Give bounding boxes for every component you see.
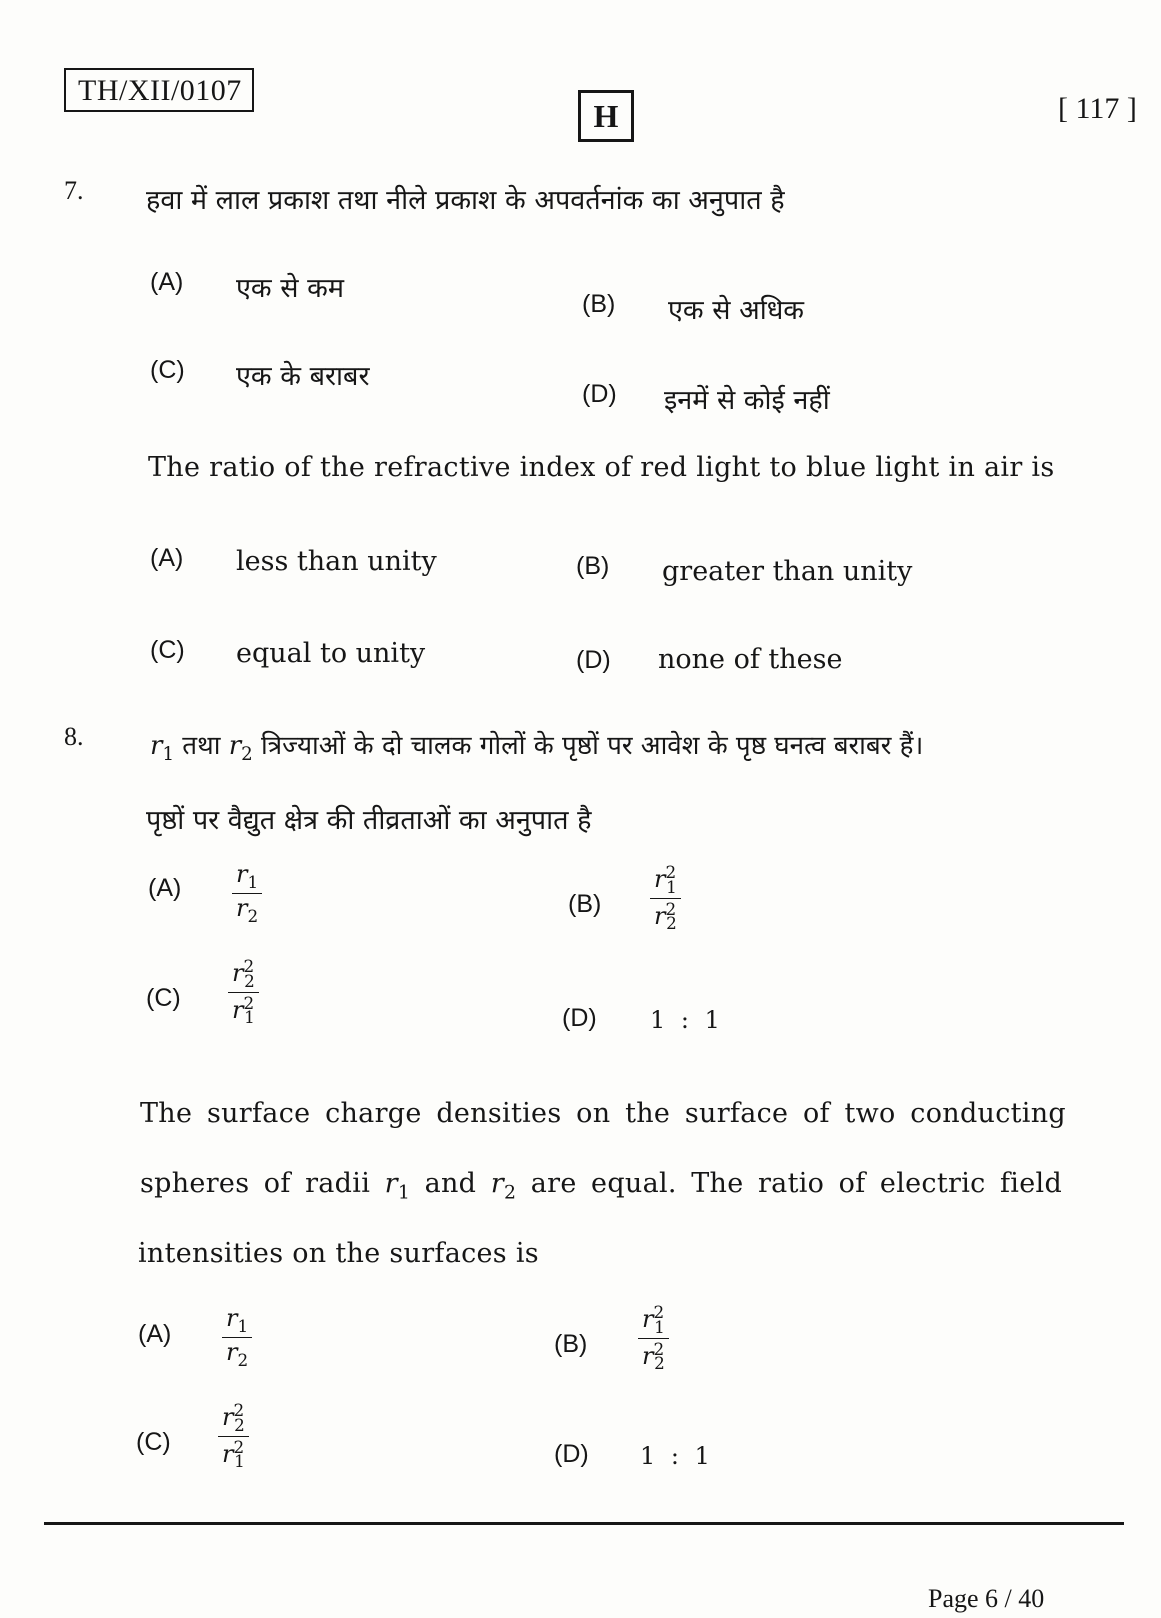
q7-hi-option-b-label: (B) xyxy=(582,290,616,318)
q8-hindi-line1 xyxy=(150,726,1100,765)
q7-hi-option-a-text: एक से कम xyxy=(236,273,344,304)
q8-hi-option-a-fraction: $\frac{r_1}{r_2}$ xyxy=(232,862,262,924)
q8-hi-option-d-label: (D) xyxy=(562,1004,597,1032)
q8-hi-option-a-label: (A) xyxy=(148,874,182,902)
q8-hi-option-b-fraction: $\frac{r^2_1}{r^2_2}$ xyxy=(650,864,681,932)
q8-english-line2: spheres of radii $r_1$ and $r_2$ are equal. The ratio of electric field xyxy=(140,1168,1063,1204)
q8-en-option-b-label: (B) xyxy=(554,1330,588,1358)
q7-hindi-text: हवा में लाल प्रकाश तथा नीले प्रकाश के अपवर्तनांक का अनुपात है xyxy=(146,185,785,216)
symbol-r1: $r_1$ xyxy=(384,1168,411,1204)
q8-en-option-d-text: 1 : 1 xyxy=(640,1442,714,1470)
q7-hi-option-a-label: (A) xyxy=(150,268,184,296)
question-number-7: 7. xyxy=(64,176,84,205)
q7-hi-option-d-label: (D) xyxy=(582,380,617,408)
q8-en-option-a-label: (A) xyxy=(138,1320,172,1348)
q7-en-option-b-text: greater than unity xyxy=(662,556,913,587)
q8-en-option-c-fraction: $\frac{r^2_2}{r^2_1}$ xyxy=(218,1402,249,1470)
footer-divider xyxy=(44,1522,1124,1525)
q7-hi-option-c-label: (C) xyxy=(150,356,185,384)
q8-hindi-line2: पृष्ठों पर वैद्युत क्षेत्र की तीव्रताओं का अनुपात है xyxy=(146,805,592,836)
question-number-8: 8. xyxy=(64,722,84,751)
q7-en-option-b-label: (B) xyxy=(576,552,610,580)
q8-en-option-a-fraction: $\frac{r_1}{r_2}$ xyxy=(222,1306,252,1368)
q8-en-option-c-label: (C) xyxy=(136,1428,171,1456)
paper-code: TH/XII/0107 xyxy=(64,68,254,112)
q8-hindi-and: तथा xyxy=(182,731,221,761)
set-code-box: H xyxy=(578,90,634,142)
q8-english-line1: The surface charge densities on the surface of two conducting xyxy=(140,1098,1066,1129)
q7-hi-option-d-text: इनमें से कोई नहीं xyxy=(664,385,830,416)
symbol-r1: $r_1$ xyxy=(150,731,175,766)
q7-en-option-d-text: none of these xyxy=(658,644,843,675)
q7-hi-option-c-text: एक के बराबर xyxy=(236,361,370,392)
symbol-r2: $r_2$ xyxy=(228,731,253,766)
q7-hi-option-b-text: एक से अधिक xyxy=(668,295,805,326)
q7-en-option-a-label: (A) xyxy=(150,544,184,572)
q8-hi-option-c-fraction: $\frac{r^2_2}{r^2_1}$ xyxy=(228,958,259,1026)
q8-hi-option-d-text: 1 : 1 xyxy=(650,1006,724,1034)
q7-en-option-c-label: (C) xyxy=(150,636,185,664)
page-number: Page 6 / 40 xyxy=(928,1584,1045,1613)
q8-hi-option-c-label: (C) xyxy=(146,984,181,1012)
q8-en-option-b-fraction: $\frac{r^2_1}{r^2_2}$ xyxy=(638,1304,669,1372)
q8-english-line3: intensities on the surfaces is xyxy=(138,1238,539,1269)
q7-english-text: The ratio of the refractive index of red light to blue light in air is xyxy=(148,452,1055,483)
q8-hindi-line1-rest: त्रिज्याओं के दो चालक गोलों के पृष्ठों पर आवेश के पृष्ठ घनत्व बराबर हैं। xyxy=(261,731,924,761)
q7-en-option-a-text: less than unity xyxy=(236,546,437,577)
q7-en-option-c-text: equal to unity xyxy=(236,638,426,669)
q7-en-option-d-label: (D) xyxy=(576,646,611,674)
symbol-r2: $r_2$ xyxy=(490,1168,517,1204)
q8-hi-option-b-label: (B) xyxy=(568,890,602,918)
q8-en-option-d-label: (D) xyxy=(554,1440,589,1468)
code-number: [ 117 ] xyxy=(1058,92,1137,125)
